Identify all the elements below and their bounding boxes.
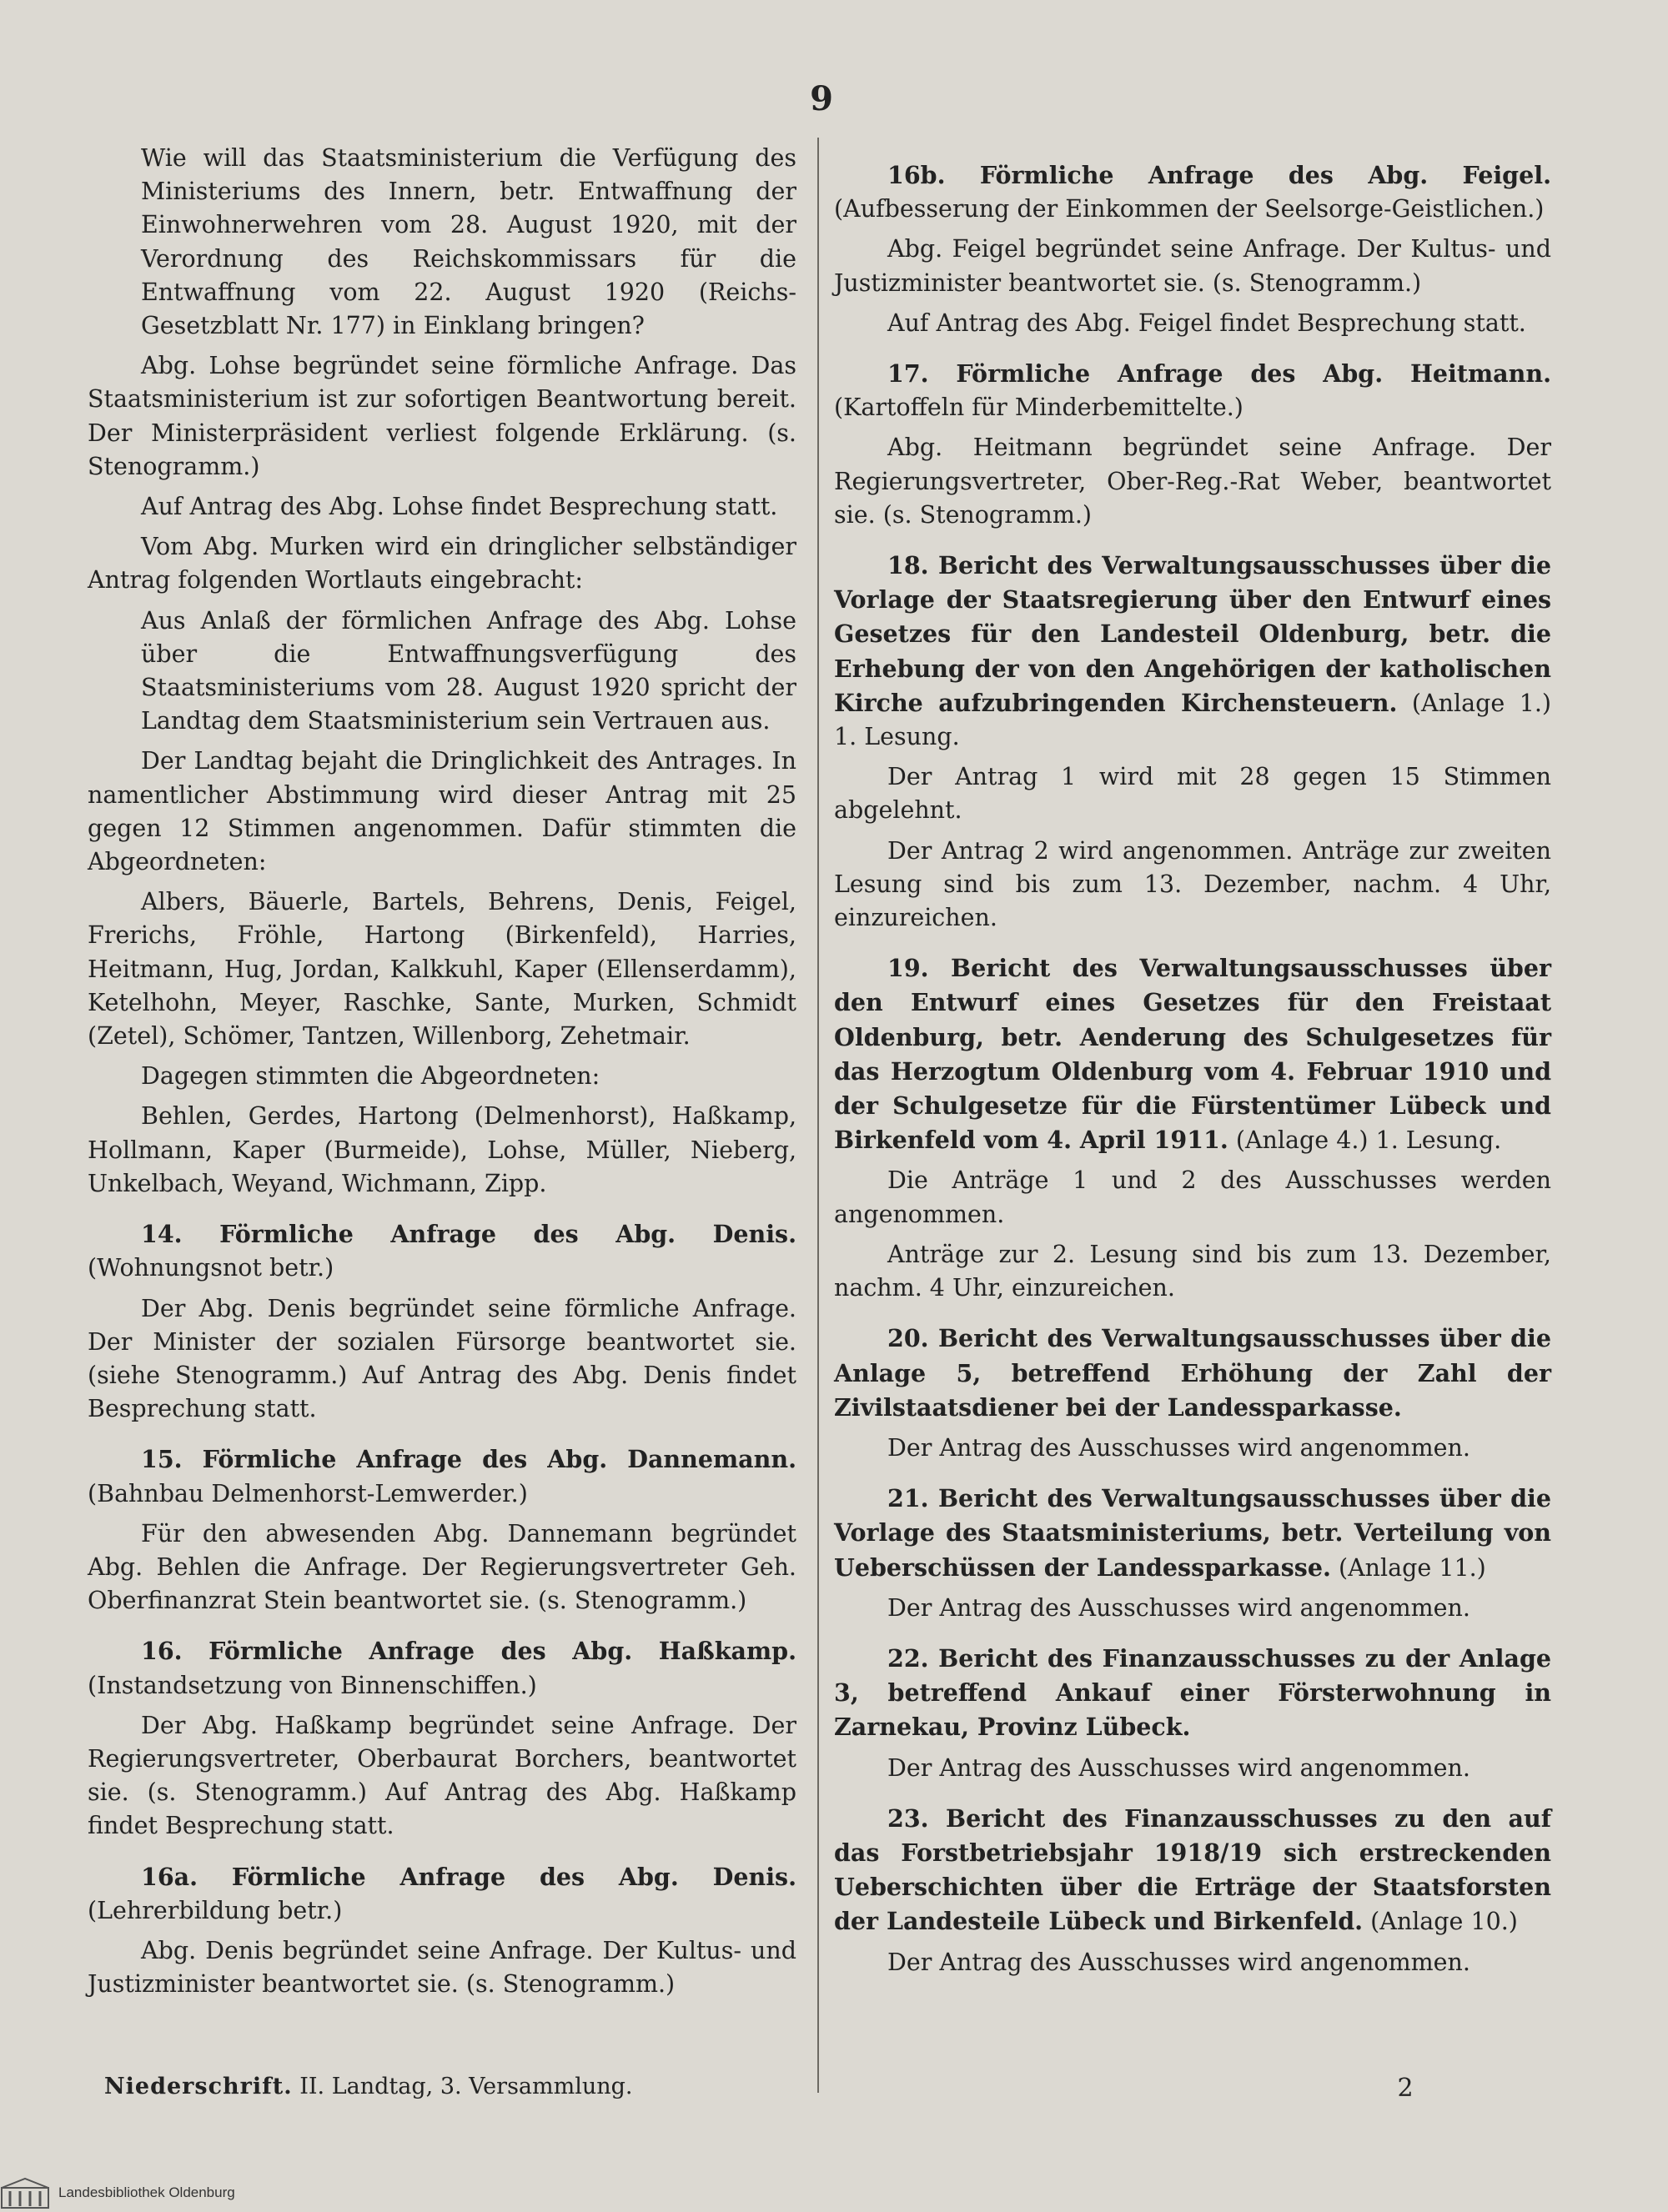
agenda-item-subtitle: (Aufbesserung der Einkommen der Seelsorge-Geistlichen.) xyxy=(834,195,1545,223)
agenda-item-heading xyxy=(88,1860,796,1928)
agenda-item-title: 16b. Förmliche Anfrage des Abg. Feigel. xyxy=(887,161,1551,189)
paragraph: Auf Antrag des Abg. Feigel findet Besprechung statt. xyxy=(887,308,1526,337)
paragraph: Behlen, Gerdes, Hartong (Delmenhorst), Haßkamp, Hollmann, Kaper (Burmeide), Lohse, Müller, Nieberg, Unkelbach, Weyand, Wichmann, Zipp. xyxy=(88,1102,796,1197)
agenda-item-heading xyxy=(834,1642,1551,1745)
paragraph: Der Antrag des Ausschusses wird angenommen. xyxy=(887,1593,1470,1622)
agenda-item-title: 16. Förmliche Anfrage des Abg. Haßkamp. xyxy=(141,1637,796,1666)
agenda-item-title: 14. Förmliche Anfrage des Abg. Denis. xyxy=(141,1220,796,1249)
agenda-item-subtitle: (Bahnbau Delmenhorst-Lemwerder.) xyxy=(88,1479,528,1507)
right-column xyxy=(834,142,1551,1986)
agenda-item-heading xyxy=(834,549,1551,754)
agenda-item-heading xyxy=(834,951,1551,1157)
agenda-item-title: 15. Förmliche Anfrage des Abg. Dannemann. xyxy=(141,1445,796,1474)
paragraph: Der Antrag 2 wird angenommen. Anträge zur zweiten Lesung sind bis zum 13. Dezember, nachm. 4 Uhr, einzureichen. xyxy=(834,836,1551,932)
footer-title-bold: Niederschrift. xyxy=(104,2074,293,2099)
paragraph: Abg. Lohse begründet seine förmliche Anfrage. Das Staatsministerium ist zur sofortigen Beantwortung bereit. Der Ministerpräsident verliest folgende Erklärung. (s. Stenogramm.) xyxy=(88,352,796,480)
footer-title xyxy=(104,2074,688,2099)
paragraph: Der Antrag des Ausschusses wird angenommen. xyxy=(887,1753,1470,1782)
column-divider xyxy=(817,138,819,2093)
agenda-item-heading xyxy=(834,158,1551,226)
paragraph: Der Antrag des Ausschusses wird angenommen. xyxy=(887,1433,1470,1462)
paragraph: Der Antrag des Ausschusses wird angenommen. xyxy=(887,1948,1470,1976)
paragraph: Vom Abg. Murken wird ein dringlicher selbständiger Antrag folgenden Wortlauts eingebracht: xyxy=(88,533,796,594)
agenda-item-title: 18. Bericht des Verwaltungsausschusses über die Vorlage der Staatsregierung über den Entwurf eines Gesetzes für den Landesteil Oldenburg, betr. die Erhebung der von den Angehörigen der katholischen Kirche aufzubringenden Kirchensteuern. xyxy=(834,551,1551,717)
agenda-item-heading xyxy=(834,1322,1551,1425)
paragraph: Dagegen stimmten die Abgeordneten: xyxy=(141,1062,600,1091)
agenda-item-heading xyxy=(834,1802,1551,1939)
paragraph: Der Abg. Denis begründet seine förmliche Anfrage. Der Minister der sozialen Fürsorge beantwortet sie. (siehe Stenogramm.) Auf Antrag des Abg. Denis findet Besprechung statt. xyxy=(88,1294,796,1423)
paragraph: Für den abwesenden Abg. Dannemann begründet Abg. Behlen die Anfrage. Der Regierungsvertreter Geh. Oberfinanzrat Stein beantwortet sie. (s. Stenogramm.) xyxy=(88,1519,796,1615)
agenda-item-subtitle: (Wohnungsnot betr.) xyxy=(88,1254,334,1282)
agenda-item-subtitle: (Anlage 4.) 1. Lesung. xyxy=(1228,1126,1502,1155)
page-number: 9 xyxy=(810,79,833,118)
agenda-item-title: 23. Bericht des Finanzausschusses zu den auf das Forstbetriebsjahr 1918/19 sich erstreckenden Ueberschichten über die Erträge der Staatsforsten der Landesteile Lübeck und Birkenfeld. xyxy=(834,1803,1551,1936)
agenda-item-subtitle: (Anlage 10.) xyxy=(1363,1908,1518,1936)
paragraph: Die Anträge 1 und 2 des Ausschusses werden angenommen. xyxy=(834,1166,1551,1228)
paragraph: Der Abg. Haßkamp begründet seine Anfrage. Der Regierungsvertreter, Oberbaurat Borchers, beantwortet sie. (s. Stenogramm.) Auf Antrag des Abg. Haßkamp findet Besprechung statt. xyxy=(88,1711,796,1840)
library-logo xyxy=(0,2173,350,2212)
agenda-item-subtitle: (Anlage 11.) xyxy=(1330,1553,1486,1582)
paragraph: Albers, Bäuerle, Bartels, Behrens, Denis, Feigel, Frerichs, Fröhle, Hartong (Birkenfeld), Harries, Heitmann, Hug, Jordan, Kalkkuhl, Kaper (Ellenserdamm), Ketelhohn, Meyer, Raschke, Sante, Murken, Schmidt (Zetel), Schömer, Tantzen, Willenborg, Zehetmair. xyxy=(88,888,796,1051)
agenda-item-subtitle: (Anlage 1.) 1. Lesung. xyxy=(834,689,1552,751)
agenda-item-title: 16a. Förmliche Anfrage des Abg. Denis. xyxy=(141,1862,796,1891)
library-name: Landesbibliothek Oldenburg xyxy=(58,2184,235,2200)
agenda-item-subtitle: (Lehrerbildung betr.) xyxy=(88,1896,343,1924)
signature-mark: 2 xyxy=(1397,2074,1414,2103)
agenda-item-subtitle: (Instandsetzung von Binnenschiffen.) xyxy=(88,1671,537,1699)
agenda-item-title: 17. Förmliche Anfrage des Abg. Heitmann. xyxy=(887,359,1551,389)
left-column xyxy=(88,142,796,2008)
paragraph: Abg. Denis begründet seine Anfrage. Der Kultus- und Justizminister beantwortet sie. (s. Stenogramm.) xyxy=(88,1936,796,1999)
agenda-item-heading xyxy=(834,1482,1551,1585)
paragraph: Abg. Feigel begründet seine Anfrage. Der Kultus- und Justizminister beantwortet sie. (s. Stenogramm.) xyxy=(834,235,1551,297)
library-building-icon xyxy=(0,2176,50,2209)
quoted-block: Aus Anlaß der förmlichen Anfrage des Abg. Lohse über die Entwaffnungsverfügung des Staatsministeriums vom 28. August 1920 spricht der Landtag dem Staatsministerium sein Vertrauen aus. xyxy=(141,606,796,735)
agenda-item-heading xyxy=(88,1634,796,1702)
paragraph: Der Antrag 1 wird mit 28 gegen 15 Stimmen abgelehnt. xyxy=(834,763,1551,825)
paragraph: Abg. Heitmann begründet seine Anfrage. Der Regierungsvertreter, Ober-Reg.-Rat Weber, beantwortet sie. (s. Stenogramm.) xyxy=(834,434,1551,529)
agenda-item-title: 20. Bericht des Verwaltungsausschusses über die Anlage 5, betreffend Erhöhung der Zahl der Zivilstaatsdiener bei der Landessparkasse. xyxy=(834,1324,1551,1422)
agenda-item-title: 22. Bericht des Finanzausschusses zu der Anlage 3, betreffend Ankauf einer Försterwohnung in Zarnekau, Provinz Lübeck. xyxy=(834,1643,1551,1742)
agenda-item-title: 19. Bericht des Verwaltungsausschusses über den Entwurf eines Gesetzes für den Freistaat Oldenburg, betr. Aenderung des Schulgesetzes für das Herzogtum Oldenburg vom 4. Februar 1910 und der Schulgesetze für die Fürstentümer Lübeck und Birkenfeld vom 4. April 1911. xyxy=(834,954,1551,1155)
agenda-item-heading xyxy=(88,1217,796,1285)
agenda-item-title: 21. Bericht des Verwaltungsausschusses über die Vorlage des Staatsministeriums, betr. Verteilung von Ueberschüssen der Landessparkasse. xyxy=(834,1484,1551,1582)
footer-title-detail: II. Landtag, 3. Versammlung. xyxy=(292,2074,633,2099)
agenda-item-subtitle: (Kartoffeln für Minderbemittelte.) xyxy=(834,394,1243,422)
paragraph: Anträge zur 2. Lesung sind bis zum 13. Dezember, nachm. 4 Uhr, einzureichen. xyxy=(834,1240,1551,1302)
quoted-block: Wie will das Staatsministerium die Verfügung des Ministeriums des Innern, betr. Entwaffnung der Einwohnerwehren vom 28. August 1920, mit der Verordnung des Reichskommissars für die Entwaffnung vom 22. August 1920 (Reichs-Gesetzblatt Nr. 177) in Einklang bringen? xyxy=(141,144,796,340)
agenda-item-heading xyxy=(88,1442,796,1510)
agenda-item-heading xyxy=(834,357,1551,424)
paragraph: Der Landtag bejaht die Dringlichkeit des Antrages. In namentlicher Abstimmung wird dieser Antrag mit 25 gegen 12 Stimmen angenommen. Dafür stimmten die Abgeordneten: xyxy=(88,747,796,876)
paragraph: Auf Antrag des Abg. Lohse findet Besprechung statt. xyxy=(141,493,778,521)
